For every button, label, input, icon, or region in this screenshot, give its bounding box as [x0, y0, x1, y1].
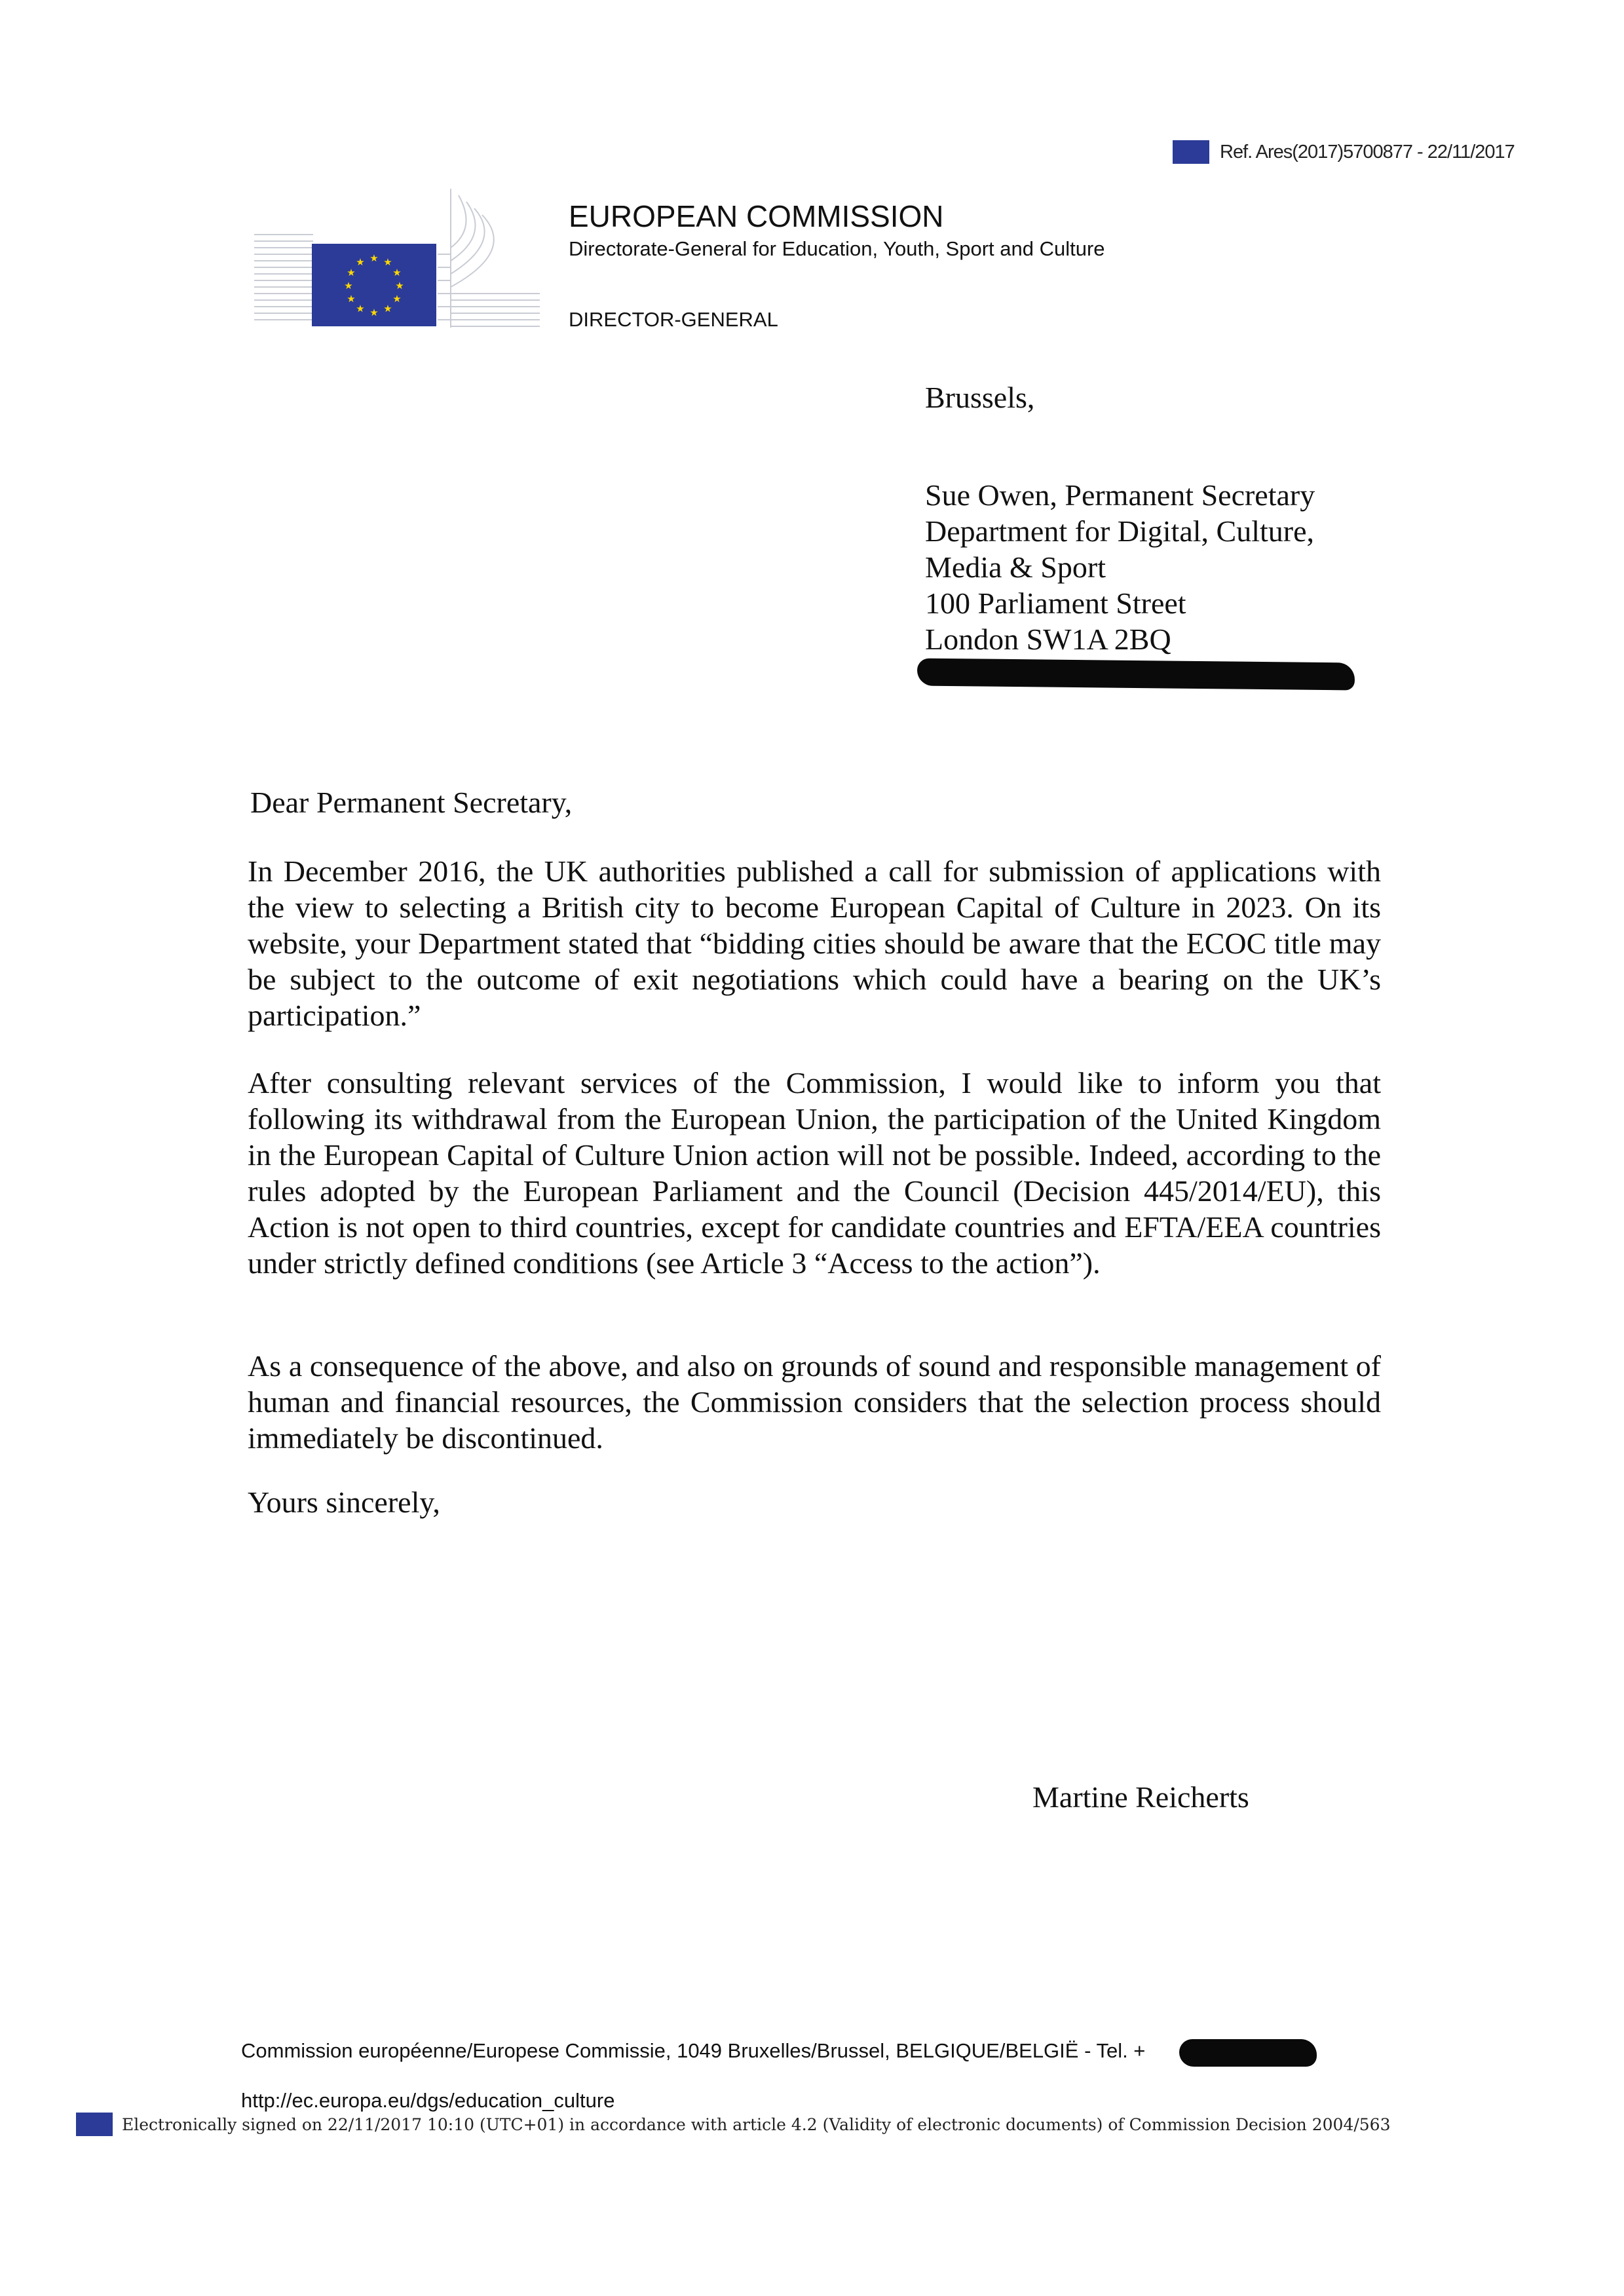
- svg-text:★: ★: [369, 252, 379, 264]
- body-paragraph: In December 2016, the UK authorities published a call for submission of applications with the view to selecting a British city to become European Capital of Culture in 2023. On its website, your Department stated that “bidding cities should be aware that the ECOC title may be subject to the outcome of exit negotiations which could have a bearing on the UK’s participation.”: [248, 854, 1381, 1032]
- logo-right-lines: [438, 254, 451, 320]
- redaction-mark: [917, 659, 1355, 691]
- address-line: Sue Owen, Permanent Secretary: [925, 478, 1315, 512]
- closing: Yours sincerely,: [248, 1485, 440, 1519]
- footer-address: Commission européenne/Europese Commissie, 1049 Bruxelles/Brussel, BELGIQUE/BELGIË - Tel. +: [241, 2039, 1146, 2062]
- signatory-name: Martine Reicherts: [1032, 1780, 1249, 1814]
- eu-flag-mini-icon: [1173, 140, 1209, 164]
- svg-text:★: ★: [356, 303, 365, 315]
- footer-url[interactable]: http://ec.europa.eu/dgs/education_culture: [241, 2089, 615, 2112]
- logo-left-lines: [254, 235, 313, 320]
- reference-text: Ref. Ares(2017)5700877 - 22/11/2017: [1220, 141, 1515, 163]
- body-paragraph: After consulting relevant services of the Commission, I would like to inform you that following its withdrawal from the European Union, the participation of the United Kingdom in the European Capital of Culture Union action will not be possible. Indeed, according to the rules adopted by the European Parliament and the Council (Decision 445/2014/EU), this Action is not open to third countries, except for candidate countries and EFTA/EEA countries under strictly defined conditions (see Article 3 “Access to the action”).: [248, 1066, 1381, 1280]
- svg-text:★: ★: [392, 267, 402, 278]
- eu-flag-mini-icon: [76, 2113, 113, 2136]
- directorate-name: Directorate-General for Education, Youth, Sport and Culture: [569, 237, 1105, 260]
- european-commission-logo: [254, 189, 540, 328]
- redaction-mark: [1179, 2039, 1317, 2067]
- office-name: DIRECTOR-GENERAL: [569, 308, 778, 331]
- recipient-address: [925, 477, 1315, 657]
- svg-text:★: ★: [347, 293, 356, 305]
- place-line: Brussels,: [925, 381, 1035, 414]
- logo-building-lines: [451, 189, 540, 328]
- svg-text:★: ★: [383, 303, 392, 315]
- electronic-signature-text: Electronically signed on 22/11/2017 10:10 (UTC+01) in accordance with article 4.2 (Validity of electronic documents) of Commission Decision 2004/563: [122, 2114, 1391, 2134]
- svg-text:★: ★: [392, 293, 402, 305]
- organisation-name: EUROPEAN COMMISSION: [569, 199, 944, 233]
- svg-text:★: ★: [347, 267, 356, 278]
- svg-text:★: ★: [369, 307, 379, 318]
- svg-text:★: ★: [356, 256, 365, 268]
- svg-text:★: ★: [344, 280, 353, 292]
- address-line: 100 Parliament Street: [925, 586, 1186, 620]
- svg-text:★: ★: [395, 280, 404, 292]
- address-line: Media & Sport: [925, 550, 1106, 584]
- body-paragraph: As a consequence of the above, and also on grounds of sound and responsible management of human and financial resources, the Commission considers that the selection process should immediately be discontinued.: [248, 1349, 1381, 1455]
- address-line: Department for Digital, Culture,: [925, 514, 1315, 548]
- salutation: Dear Permanent Secretary,: [250, 786, 573, 819]
- address-line: London SW1A 2BQ: [925, 622, 1171, 656]
- reference-stamp: [1173, 140, 1515, 164]
- electronic-signature: [76, 2113, 1391, 2136]
- svg-text:★: ★: [383, 256, 392, 268]
